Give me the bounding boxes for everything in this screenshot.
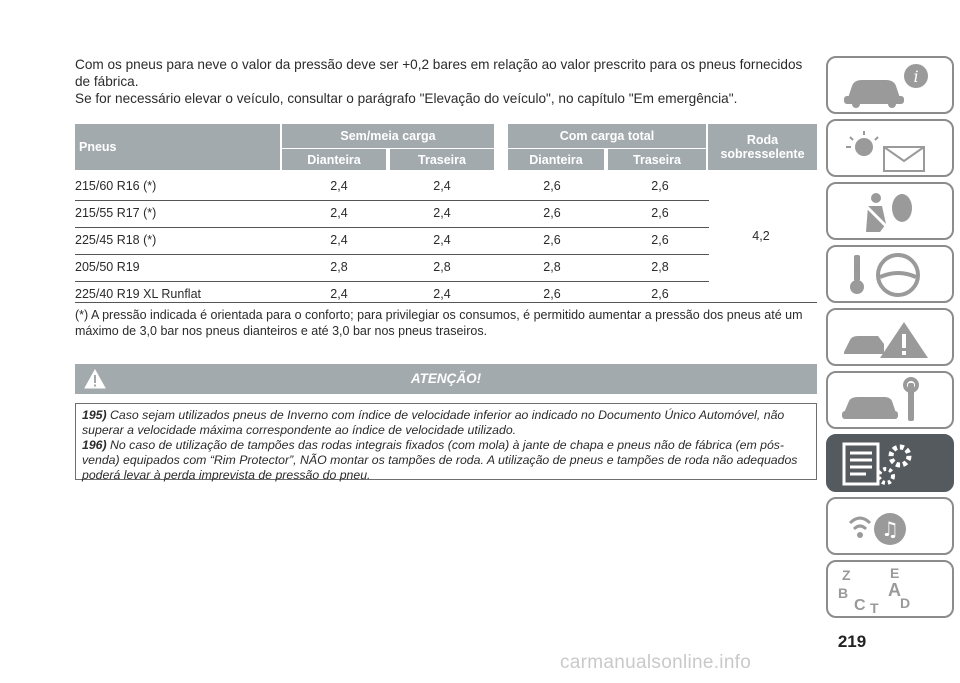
- full-front-value: 2,8: [543, 260, 561, 274]
- index-letter: D: [900, 595, 911, 611]
- safety-airbag-icon: [836, 188, 936, 236]
- tab-emergency[interactable]: [826, 308, 954, 366]
- table-row: [75, 172, 709, 201]
- page-number: 219: [837, 632, 867, 651]
- full-front-value: 2,6: [543, 179, 561, 193]
- header-tyres-label: Pneus: [79, 140, 117, 154]
- table-row: [75, 226, 709, 255]
- table-footnote: (*) A pressão indicada é orientada para o conforto; para privilegiar os consumos, é permitido aumentar a pressão dos pneus até um máximo de 3,0 bar nos pneus dianteiros e até 3,0 bar nos pneus traseiros.: [75, 308, 803, 338]
- header-half-rear: [390, 149, 494, 170]
- half-front-value: 2,8: [330, 260, 348, 274]
- header-full-rear: [608, 149, 706, 170]
- half-front-value: 2,4: [330, 206, 348, 220]
- header-half-front-label: Dianteira: [307, 152, 361, 167]
- full-rear-value: 2,8: [651, 260, 669, 274]
- half-front-value: 2,4: [330, 233, 348, 247]
- header-full-front: [508, 149, 604, 170]
- half-rear-value: 2,4: [433, 206, 451, 220]
- tab-warning-lights[interactable]: [826, 119, 954, 177]
- warning-header: [75, 364, 817, 394]
- header-half-rear-label: Traseira: [418, 152, 466, 167]
- header-tyres: [75, 124, 280, 170]
- spare-wheel-value: 4,2: [752, 229, 770, 243]
- full-rear-value: 2,6: [651, 233, 669, 247]
- tyre-size: 205/50 R19: [75, 260, 140, 274]
- index-letter: B: [838, 585, 849, 601]
- tyre-size: 225/45 R18 (*): [75, 233, 157, 247]
- tab-maintenance[interactable]: [826, 371, 954, 429]
- warning-box: [75, 403, 817, 480]
- half-rear-value: 2,4: [433, 287, 451, 301]
- half-front-value: 2,4: [330, 287, 348, 301]
- full-rear-value: 2,6: [651, 287, 669, 301]
- header-half-load: [282, 124, 494, 148]
- warning-item-number: 196): [82, 438, 107, 452]
- header-full-load-label: Com carga total: [559, 129, 655, 143]
- header-spare-wheel: [708, 124, 817, 170]
- index-letter: T: [870, 600, 879, 614]
- table-row: [75, 280, 709, 308]
- half-rear-value: 2,8: [433, 260, 451, 274]
- svg-text:♫: ♫: [881, 517, 899, 541]
- full-front-value: 2,6: [543, 206, 561, 220]
- tyre-size: 215/60 R16 (*): [75, 179, 157, 193]
- table-row: [75, 253, 709, 282]
- tyre-size: 215/55 R17 (*): [75, 206, 157, 220]
- full-rear-value: 2,6: [651, 179, 669, 193]
- full-front-value: 2,6: [543, 233, 561, 247]
- header-half-front: [282, 149, 386, 170]
- maintenance-icon: [836, 377, 936, 425]
- tab-index[interactable]: [826, 560, 954, 618]
- intro-text: [75, 56, 815, 107]
- starting-driving-icon: [836, 251, 936, 299]
- full-rear-value: 2,6: [651, 206, 669, 220]
- technical-specs-icon: [836, 440, 936, 488]
- warning-title: ATENÇÃO!: [410, 371, 482, 386]
- half-rear-value: 2,4: [433, 233, 451, 247]
- tab-car-info[interactable]: [826, 56, 954, 114]
- warning-item-number: 195): [82, 408, 107, 422]
- header-full-load: [508, 124, 706, 148]
- intro-paragraph-snow-tyres: Com os pneus para neve o valor da pressão deve ser +0,2 bares em relação ao valor prescrito para os pneus fornecidos de fábrica.: [75, 57, 803, 89]
- warning-light-message-icon: [836, 125, 936, 173]
- warning-item-text: Caso sejam utilizados pneus de Inverno com índice de velocidade inferior ao indicado no Documento Único Automóvel, não superar a velocidade máxima correspondente ao índice de velocidade utilizado.: [82, 408, 785, 437]
- index-letter: C: [854, 597, 866, 614]
- multimedia-icon: [836, 503, 936, 551]
- table-bottom-rule: [75, 302, 817, 303]
- header-half-load-label: Sem/meia carga: [340, 129, 436, 143]
- warning-item: [82, 438, 810, 483]
- svg-text:i: i: [913, 67, 919, 86]
- tab-multimedia[interactable]: [826, 497, 954, 555]
- emergency-icon: [836, 314, 936, 362]
- half-front-value: 2,4: [330, 179, 348, 193]
- pressure-table-header: [75, 124, 817, 170]
- table-row: [75, 199, 709, 228]
- full-front-value: 2,6: [543, 287, 561, 301]
- warning-item-text: No caso de utilização de tampões das rodas integrais fixados (com mola) à jante de chapa e pneus não de fábrica (em pós-venda) equipados com “Rim Protector”, NÃO montar os tampões de roda. A utilização de pneus e tampões de roda não adequados poderá levar à perda imprevista de pressão do pneu.: [82, 438, 798, 482]
- warning-item: [82, 408, 810, 438]
- index-letter: E: [890, 566, 900, 581]
- watermark: carmanualsonline.info: [560, 652, 752, 673]
- index-letter: A: [888, 580, 901, 600]
- index-letter: Z: [842, 567, 851, 583]
- half-rear-value: 2,4: [433, 179, 451, 193]
- tab-starting-driving[interactable]: [826, 245, 954, 303]
- tab-safety[interactable]: [826, 182, 954, 240]
- header-full-front-label: Dianteira: [529, 152, 583, 167]
- tab-technical-specs[interactable]: [826, 434, 954, 492]
- tyre-size: 225/40 R19 XL Runflat: [75, 287, 202, 301]
- index-icon: [836, 566, 936, 614]
- header-spare-wheel-label: Roda sobresselente: [720, 133, 805, 161]
- intro-paragraph-lifting: Se for necessário elevar o veículo, consultar o parágrafo "Elevação do veículo", no capítulo "Em emergência".: [75, 91, 738, 106]
- car-info-icon: [836, 62, 936, 110]
- header-full-rear-label: Traseira: [633, 152, 681, 167]
